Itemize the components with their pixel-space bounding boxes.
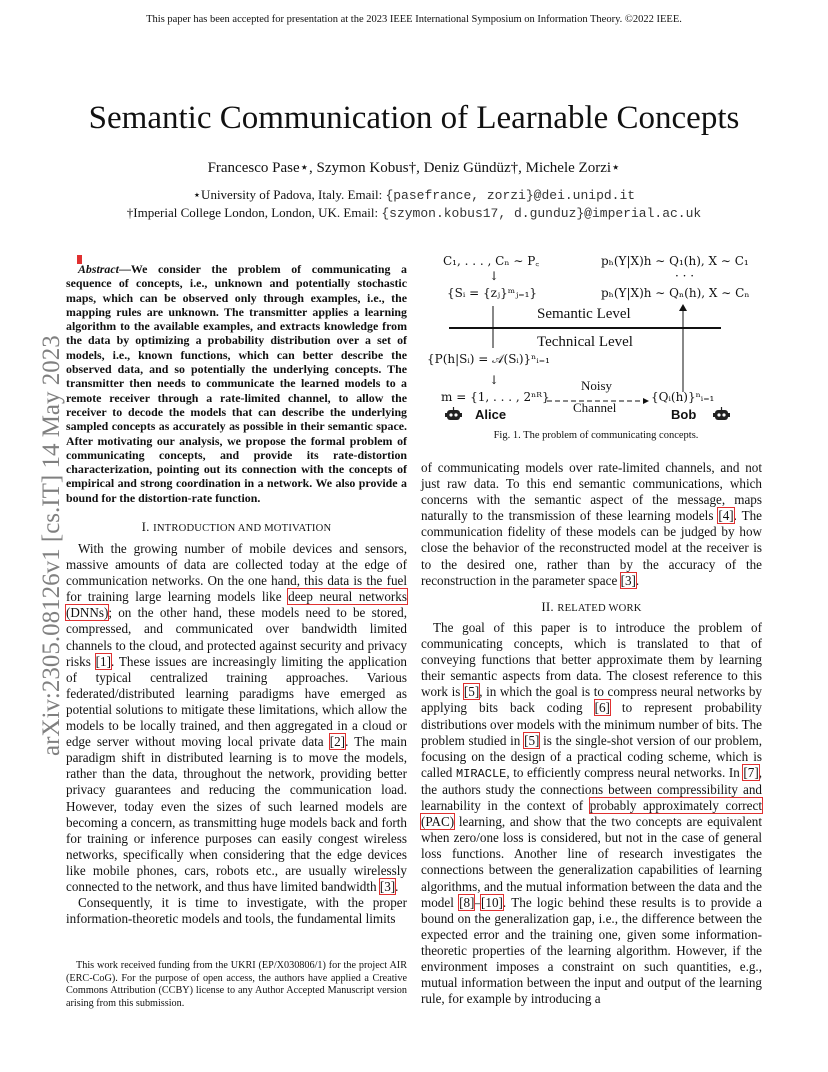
posterior-label: {P(h|Sᵢ) = 𝒜(Sᵢ)}ⁿᵢ₌₁: [427, 352, 550, 366]
author-list: Francesco Pase⋆, Szymon Kobus†, Deniz Gündüz†, Michele Zorzi⋆: [207, 160, 621, 176]
ref-1-link[interactable]: [1]: [95, 653, 111, 669]
affiliation-1-text: ⋆University of Padova, Italy. Email:: [192, 187, 383, 202]
rw-text-a: The goal of this paper is to introduce the problem of communicating concepts, which is translated to that of conveying functions that better approximate them by learning their semantic aspects from data. The closest reference to this work is: [421, 620, 762, 700]
model-1-label: pₕ(Y|X)h ∼ Q₁(h), X ∼ C₁: [601, 254, 749, 268]
abstract-label: Abstract: [78, 262, 119, 276]
affiliation-2-text: †Imperial College London, London, UK. Email:: [126, 205, 379, 220]
intro-text-a: With the growing number of mobile devices and sensors, massive amounts of data are collected today at the edge of communication networks. On the one hand, this data is the fuel for training large learning models like: [66, 541, 407, 605]
samples-label: {Sᵢ = {zⱼ}ᵐⱼ₌₁}: [447, 286, 538, 300]
concepts-label: C₁, . . . , Cₙ ∼ P꜀: [443, 254, 540, 268]
section-2-heading: [421, 599, 762, 617]
rw-text-c: to represent probability distributions over models with the minimum number of bits. The problem studied in: [421, 700, 762, 748]
intro-text-d: . The main paradigm shift in distributed learning is to move the models, rather than the data, throughout the network, providing better privacy guarantees and reducing the communication load. However, today even the sizes of such learned models are becoming a concern, as transmitting huge models back and forth for training or inference purposes can easily congest wireless networks, specifically when considering that the edge devices like mobile phones, cars, robots etc., are usually wirelessly connected to the network, and thus have limited bandwidth: [66, 734, 407, 894]
section-1-title: INTRODUCTION AND MOTIVATION: [153, 523, 332, 534]
rw-dash: –: [474, 894, 482, 910]
noisy-label: Noisy: [581, 378, 613, 393]
ref-6-link[interactable]: [6]: [594, 700, 610, 716]
acceptance-notice: This paper has been accepted for presentation at the 2023 IEEE International Symposium on Information Theory. ©2022 IEEE.: [146, 14, 682, 25]
arxiv-sidebar-id[interactable]: arXiv:2305.08126v1 [cs.IT] 14 May 2023: [38, 335, 65, 756]
semantic-level-label: Semantic Level: [537, 306, 631, 322]
rw-text-e: , to efficiently compress neural networks. In: [506, 764, 744, 780]
intro-body: [66, 541, 407, 927]
ellipsis-label: · · ·: [675, 269, 695, 283]
decoded-models-label: {Qᵢ(h)}ⁿᵢ₌₁: [651, 390, 715, 404]
pac-link[interactable]: probably approximately correct (PAC): [421, 798, 762, 830]
ref-5b-link[interactable]: [5]: [524, 732, 540, 748]
technical-level-label: Technical Level: [537, 334, 633, 350]
intro-paragraph-2: Consequently, it is time to investigate, with the proper information-theoretic models and tools, the fundamental limits: [66, 895, 407, 927]
affiliation-1-email[interactable]: {pasefrance, zorzi}@dei.unipd.it: [385, 188, 636, 203]
related-work-paragraph: [421, 620, 762, 1007]
ref-4-link[interactable]: [4]: [718, 508, 734, 524]
intro-paragraph-1: [66, 541, 407, 895]
affiliation-2-email[interactable]: {szymon.kobus17, d.gunduz}@imperial.ac.uk: [381, 206, 702, 221]
intro-text-c: . These issues are increasingly limiting the application of typical centralized training approaches. Various federated/distributed learning paradigms have emerged as potential solutions to mitigate these limitations, which allow the models to be locally trained, and then aggregated in a cloud or edge server without moving local private data: [66, 653, 407, 750]
down-arrow-1: ↓: [489, 269, 500, 283]
footnote-text: This work received funding from the UKRI (EP/X030806/1) for the project AIR (ERC-CoG). For the purpose of open access, the authors have applied a Creative Commons Attribution (CCBY) license to any Author Accepted Manuscript version arising from this submission.: [66, 960, 407, 1009]
bob-label: Bob: [671, 407, 697, 422]
ref-10-link[interactable]: [10]: [481, 894, 503, 910]
model-n-label: pₕ(Y|X)h ∼ Qₙ(h), X ∼ Cₙ: [601, 286, 750, 300]
ref-2-link[interactable]: [2]: [329, 734, 346, 750]
affiliation-1: [0, 187, 828, 203]
right-text-a: of communicating models over rate-limited channels, and not just raw data. To this end semantic communications, which concerns with the semantic aspect of the message, maps naturally to the transmission of these learning models: [421, 460, 762, 524]
related-work-body: [421, 620, 762, 1007]
intro-text-b: ; on the other hand, these models need to be stored, compressed, and communicated over bandwidth limited channels to the cloud, and protected against security and privacy risks: [66, 605, 407, 669]
abstract: [66, 262, 407, 505]
down-arrow-2: ↓: [489, 373, 500, 387]
right-text-c: .: [635, 572, 640, 588]
section-2-number: II.: [541, 599, 554, 614]
figure-1: [421, 244, 771, 444]
alice-label: Alice: [475, 407, 507, 422]
paper-title: Semantic Communication of Learnable Concepts: [88, 100, 740, 136]
message-label: m = {1, . . . , 2ⁿᴿ}: [441, 390, 550, 404]
alice-robot-icon: [445, 407, 462, 422]
section-1-heading: [66, 519, 407, 537]
figure-1-caption: Fig. 1. The problem of communicating concepts.: [493, 430, 699, 441]
ref-3b-link[interactable]: [3]: [620, 572, 636, 588]
miracle-name: MIRACLE: [455, 766, 507, 781]
rw-text-g: learning, and show that the two concepts are equivalent when zero/one loss is considered, but not in the case of general loss functions. Another line of research investigates the connections between the generalization capabilities of learning algorithms, and the mutual information between the data and the model: [421, 814, 762, 910]
ref-5-link[interactable]: [5]: [463, 684, 480, 700]
right-up-arrowhead: [679, 304, 687, 311]
intro-text-e: .: [395, 878, 399, 894]
section-1-number: I.: [141, 519, 150, 534]
right-text-b: . The communication fidelity of these models can be judged by how close the behavior of the reconstructed model at the receiver is to the desired one, rather than by the accuracy of the reconstruction in the parameter space: [421, 508, 763, 588]
ref-3-link[interactable]: [3]: [379, 878, 396, 894]
ref-8-link[interactable]: [8]: [459, 894, 475, 910]
affiliation-2: [0, 205, 828, 221]
bob-robot-icon: [713, 407, 730, 422]
footnote: [66, 960, 407, 1010]
rw-text-b: , in which the goal is to compress neural networks by applying bits back coding: [421, 684, 763, 716]
rw-text-d: is the single-shot version of our problem, focusing on the design of a practical coding scheme, which is called: [421, 732, 763, 780]
channel-label: Channel: [573, 400, 617, 415]
section-2-title: RELATED WORK: [557, 603, 642, 614]
channel-arrowhead: [643, 398, 649, 404]
dnn-link[interactable]: deep neural networks (DNNs): [66, 589, 407, 621]
rw-text-h: . The logic behind these results is to provide a bound on the generalization gap, i.e., the difference between the expected error and the training one, given some information-theoretic properties of the learning algorithm. However, if the environment imposes a constraint on such quantities, e.g., mutual information between the input and output of the learning rule, for example by introducing a: [421, 894, 762, 1007]
right-column-intro: [421, 460, 762, 589]
abstract-text: —We consider the problem of communicating a sequence of concepts, i.e., unknown and potentially stochastic maps, which can be observed only through examples, i.e., the mapping rules are unknown. The transmitter applies a learning algorithm to the available examples, and extracts knowledge from the data by optimizing a probability distribution over a set of models, i.e., known functions, which can better describe the observed data, and so potentially the underlying concepts. The transmitter then needs to communicate the learned models to a remote receiver through a rate-limited channel, to allow the receiver to decode the models that can describe the underlying sampled concepts as accurately as possible in their semantic space. After motivating our analysis, we propose the formal problem of communicating concepts, and provide its rate-distortion characterization, pointing out its connection with the concepts of empirical and strong coordination in a network. We also provide a bound for the distortion-rate function.: [66, 262, 407, 505]
rw-text-f: , the authors study the connections between compressibility and learnability in the context of: [421, 764, 762, 814]
intro-continued: [421, 460, 762, 589]
ref-7-link[interactable]: [7]: [743, 764, 759, 780]
